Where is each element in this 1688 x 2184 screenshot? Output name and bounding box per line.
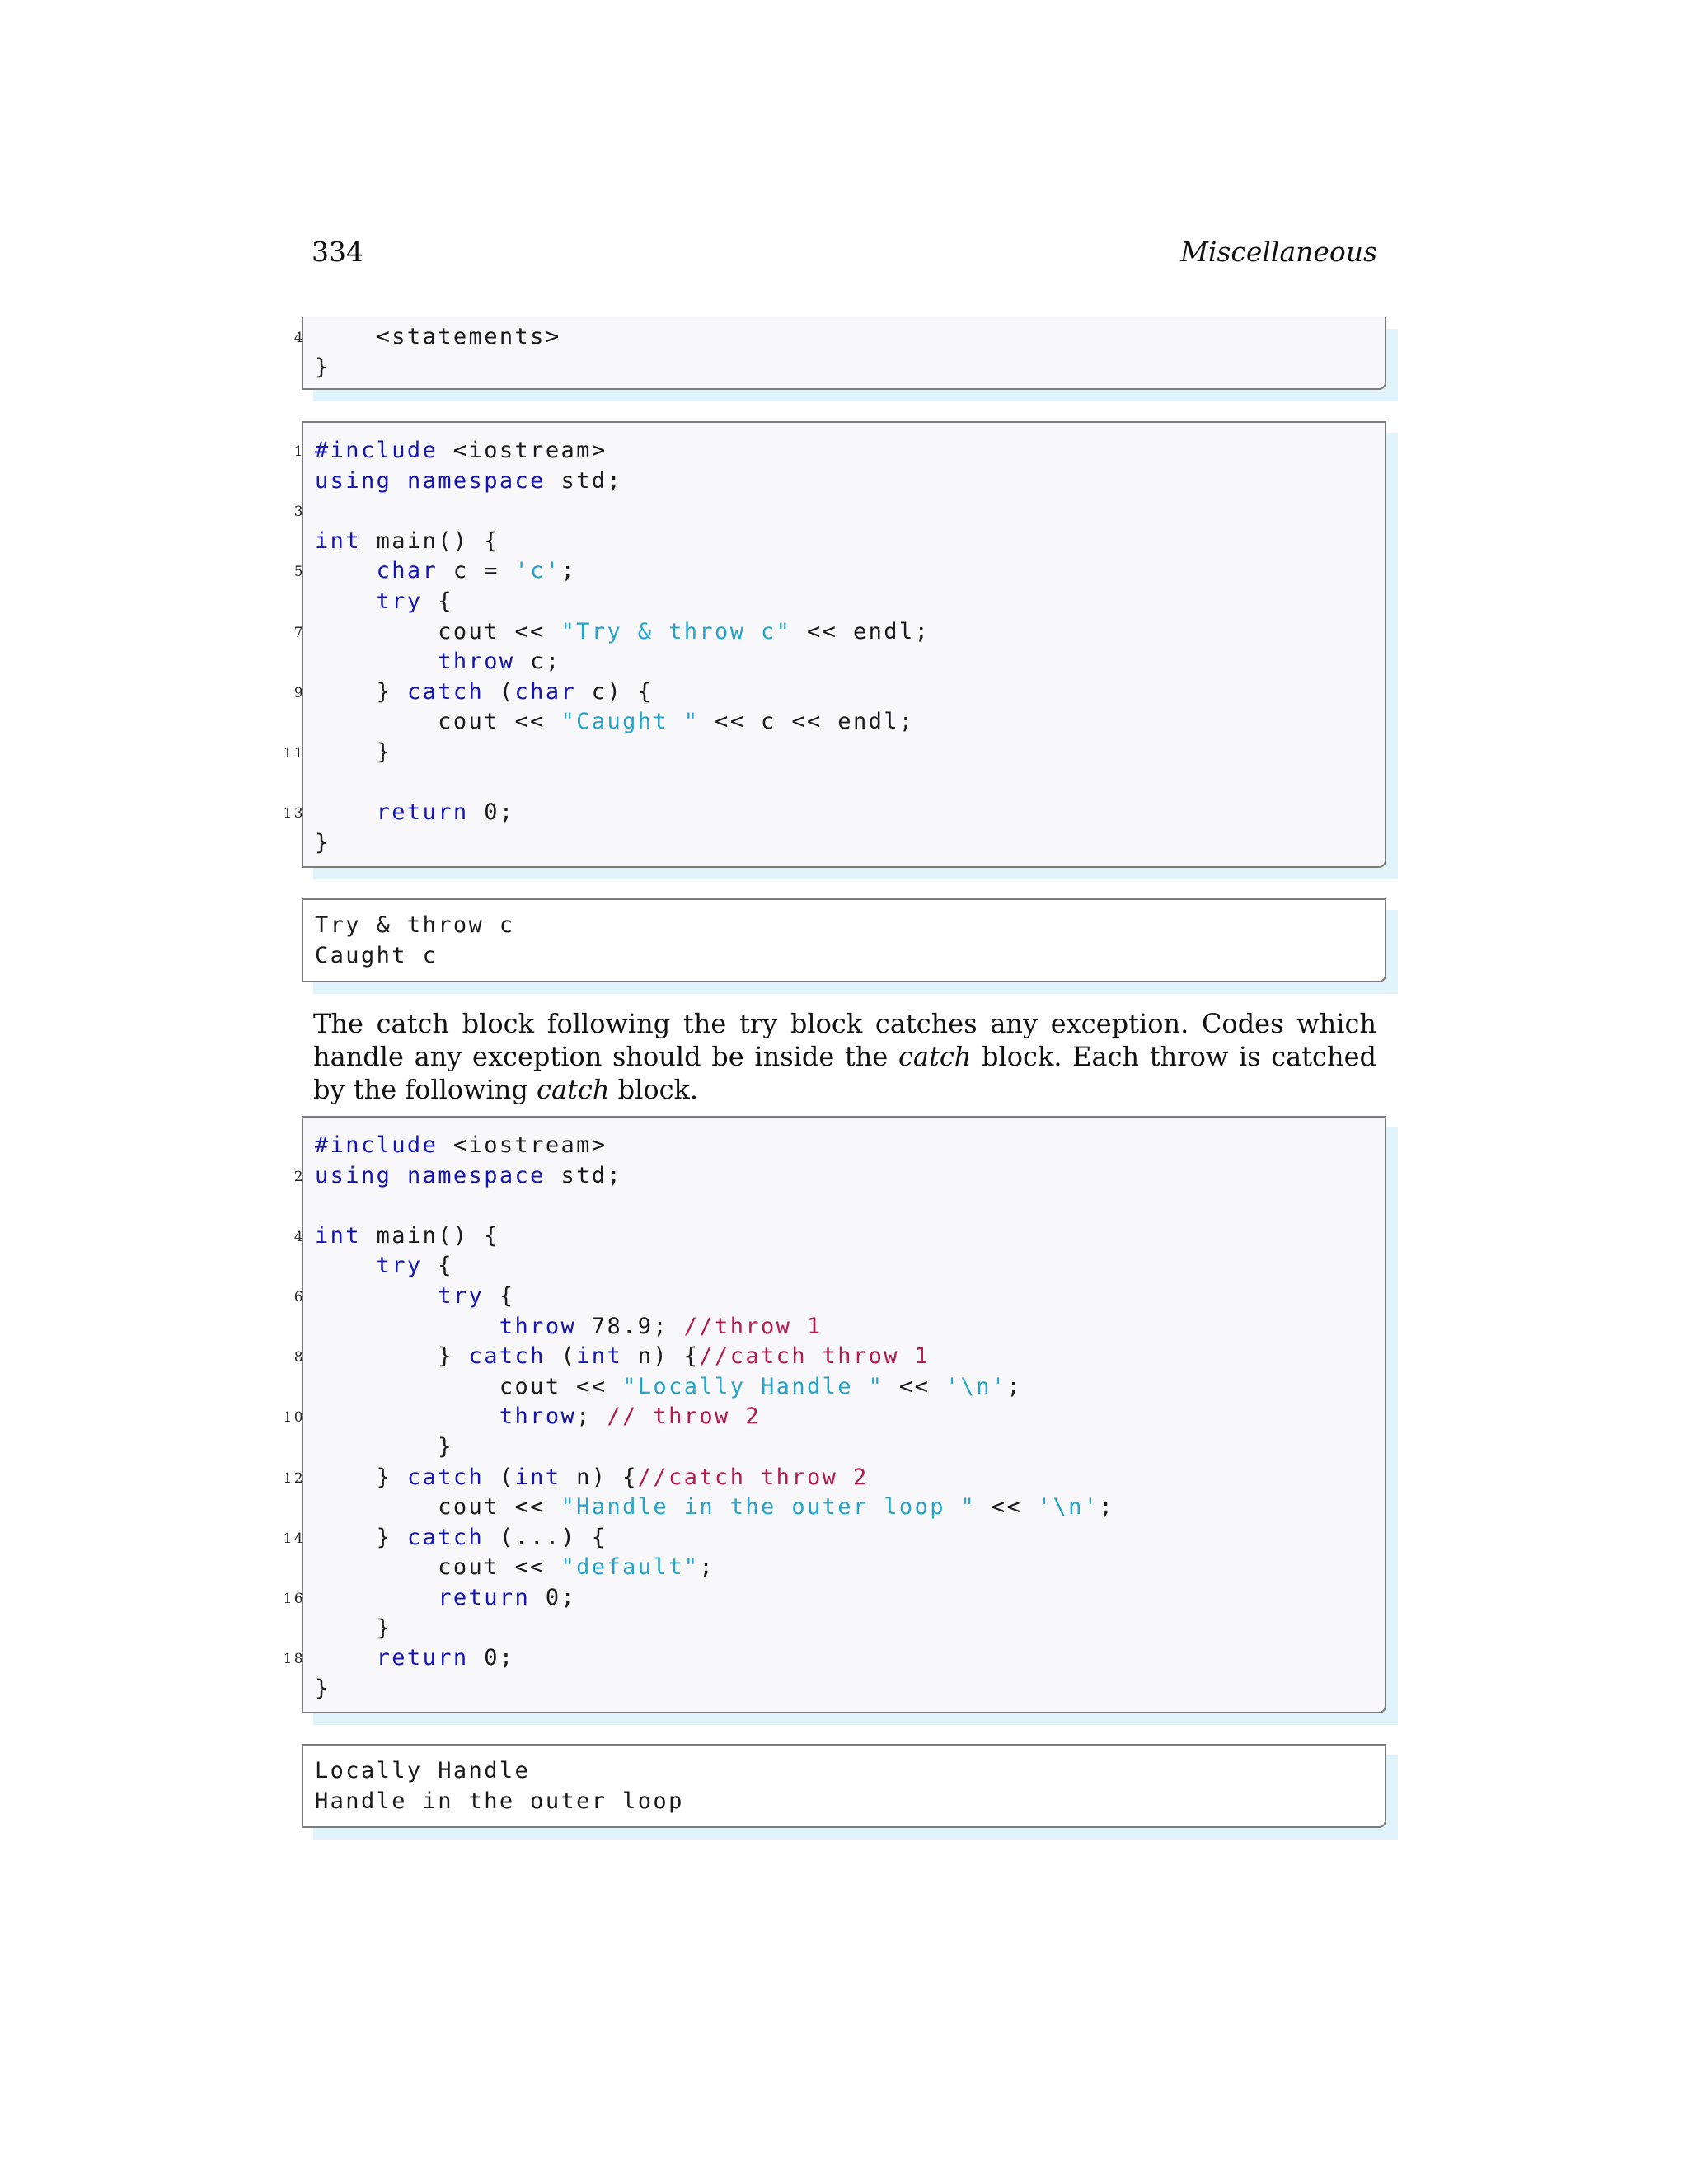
- line-number: 3: [293, 504, 305, 521]
- code-keyword: throw: [438, 649, 515, 675]
- code-line: [283, 1462, 869, 1493]
- line-number: 16: [283, 1591, 305, 1607]
- code-text: std;: [545, 467, 623, 494]
- line-number: 6: [293, 1289, 305, 1305]
- code-line: [293, 555, 577, 586]
- code-line: [315, 646, 561, 677]
- code-keyword: #include: [315, 1132, 438, 1158]
- code-string: '\n': [1037, 1494, 1100, 1521]
- code-text: }: [315, 678, 407, 705]
- emphasis-text: catch: [537, 1074, 610, 1105]
- line-number: 8: [293, 1349, 305, 1366]
- code-text: (...) {: [484, 1524, 607, 1550]
- code-text: (: [484, 1464, 515, 1490]
- code-string: "Try & throw c": [560, 618, 792, 644]
- code-text: [315, 1585, 438, 1610]
- code-line: [315, 1552, 715, 1582]
- code-text: }: [315, 354, 331, 380]
- code-text: cout <<: [315, 618, 561, 644]
- code-string: '\n': [945, 1373, 1007, 1399]
- code-keyword: try: [376, 588, 423, 614]
- code-line: [315, 827, 331, 858]
- code-text: [392, 1163, 407, 1188]
- code-string: "Locally Handle ": [622, 1373, 884, 1399]
- code-text: cout <<: [315, 1373, 623, 1399]
- line-number: 2: [293, 1168, 305, 1185]
- code-comment: // throw 2: [607, 1404, 762, 1430]
- line-number: 11: [283, 745, 305, 762]
- line-number: 12: [283, 1469, 305, 1487]
- code-line: [283, 1522, 607, 1553]
- code-line: [293, 1281, 515, 1311]
- code-text: }: [315, 1675, 331, 1701]
- code-line: Handle in the outer loop: [315, 1788, 684, 1814]
- code-line: [315, 706, 915, 737]
- code-line: [293, 1160, 623, 1191]
- code-text: }: [315, 739, 392, 765]
- body-paragraph: [313, 1007, 1376, 1106]
- line-number: 14: [283, 1530, 305, 1547]
- code-line: [293, 1341, 931, 1371]
- code-text: }: [315, 829, 331, 855]
- code-comment: //catch throw 1: [699, 1343, 931, 1370]
- code-string: 'c': [514, 558, 561, 584]
- code-comment: //catch throw 2: [637, 1464, 869, 1490]
- code-line: [293, 677, 654, 707]
- code-text: c) {: [576, 678, 654, 705]
- code-string: "Handle in the outer loop ": [560, 1494, 977, 1521]
- code-text: <<: [976, 1494, 1038, 1521]
- code-text: <iostream>: [438, 438, 607, 463]
- code-line: [315, 1613, 392, 1643]
- code-text: [315, 1314, 499, 1339]
- code-keyword: return: [376, 799, 469, 826]
- code-keyword: try: [376, 1253, 423, 1279]
- emphasis-text: catch: [898, 1041, 972, 1072]
- code-keyword: char: [514, 678, 577, 705]
- code-text: [315, 1253, 377, 1278]
- code-text: }: [315, 1464, 407, 1490]
- code-text: c =: [438, 558, 515, 584]
- code-text: 0;: [468, 799, 515, 826]
- code-line: Locally Handle: [315, 1758, 531, 1783]
- code-keyword: catch: [406, 678, 485, 705]
- code-text: [315, 1283, 438, 1309]
- line-number: 18: [283, 1651, 305, 1668]
- code-text: <iostream>: [438, 1132, 607, 1158]
- code-text: 0;: [468, 1645, 515, 1671]
- page-number: 334: [312, 236, 363, 268]
- code-text: main() {: [360, 1222, 499, 1249]
- line-number: 9: [293, 684, 305, 701]
- code-text: [315, 558, 377, 583]
- line-number: 4: [293, 1228, 305, 1245]
- paragraph-text: block.: [609, 1074, 699, 1105]
- code-text: (: [484, 678, 515, 705]
- code-keyword: using: [315, 467, 392, 494]
- line-number: 5: [293, 564, 305, 581]
- code-text: 0;: [530, 1585, 577, 1610]
- code-listing-try-throw: [283, 421, 1386, 868]
- code-text: ;: [1006, 1373, 1023, 1399]
- code-frame: [293, 317, 1386, 390]
- code-keyword: #include: [315, 438, 438, 463]
- code-text: cout <<: [315, 1554, 561, 1581]
- code-text: << c << endl;: [699, 709, 915, 735]
- code-keyword: throw: [499, 1404, 577, 1430]
- code-keyword: catch: [406, 1524, 485, 1550]
- code-keyword: namespace: [406, 1162, 546, 1188]
- code-text: n) {: [560, 1464, 638, 1490]
- line-number: 10: [283, 1409, 305, 1427]
- code-text: }: [315, 1434, 453, 1460]
- code-line: [293, 616, 931, 647]
- code-text: cout <<: [315, 1494, 561, 1521]
- code-text: }: [315, 1615, 392, 1641]
- paragraph-text: The catch block following the try block catches any exception. Codes which handle any exception should be inside the: [313, 1008, 1376, 1072]
- code-string: "default": [560, 1554, 700, 1581]
- code-text: <<: [884, 1373, 945, 1399]
- line-number: 13: [283, 805, 305, 823]
- code-text: ;: [1099, 1494, 1115, 1521]
- code-line: [315, 1130, 607, 1160]
- code-listing-nested-try: [283, 1116, 1386, 1713]
- code-text: n) {: [622, 1343, 700, 1370]
- code-listing-continued: [293, 317, 1386, 390]
- code-keyword: namespace: [406, 467, 546, 494]
- code-text: c;: [514, 649, 561, 675]
- code-line: [315, 1371, 1022, 1402]
- code-line: [283, 797, 515, 827]
- code-keyword: return: [376, 1645, 469, 1671]
- code-line: Try & throw c: [315, 912, 515, 938]
- code-line: [283, 737, 392, 767]
- code-text: std;: [545, 1162, 623, 1188]
- code-text: 78.9;: [576, 1313, 684, 1339]
- line-number: 1: [293, 443, 305, 460]
- code-keyword: int: [315, 1222, 361, 1249]
- code-text: << endl;: [791, 618, 931, 644]
- code-text: cout <<: [315, 709, 561, 735]
- code-line: [293, 1221, 499, 1251]
- code-line: [293, 321, 561, 352]
- code-line: [315, 1492, 1114, 1522]
- output-listing-2: [302, 1744, 1386, 1828]
- code-line: [283, 1582, 577, 1613]
- code-line: [315, 586, 453, 616]
- code-text: {: [422, 1253, 453, 1279]
- code-line: [315, 1311, 823, 1342]
- code-text: }: [315, 1524, 407, 1550]
- code-keyword: catch: [468, 1343, 546, 1370]
- code-keyword: catch: [406, 1464, 485, 1490]
- code-keyword: using: [315, 1162, 392, 1188]
- code-text: ;: [560, 558, 577, 584]
- code-text: (: [545, 1343, 577, 1370]
- code-frame: [283, 421, 1386, 868]
- code-text: [315, 588, 377, 614]
- code-keyword: return: [438, 1585, 531, 1610]
- paragraph-text: block. Each throw is catched by the following: [313, 1041, 1377, 1105]
- line-number: 4: [293, 330, 305, 346]
- code-text: <statements>: [315, 324, 561, 349]
- code-text: [315, 799, 377, 825]
- code-keyword: int: [576, 1343, 623, 1370]
- output-listing-1: [302, 898, 1386, 982]
- code-text: {: [484, 1283, 515, 1309]
- code-line: Caught c: [315, 942, 438, 968]
- code-text: }: [315, 1343, 469, 1370]
- code-frame: [283, 1116, 1386, 1713]
- code-line: [315, 1250, 453, 1281]
- code-line: [315, 1673, 331, 1704]
- code-keyword: char: [376, 558, 438, 584]
- code-text: [392, 468, 407, 494]
- code-keyword: int: [514, 1464, 561, 1490]
- code-string: "Caught ": [560, 709, 700, 735]
- output-frame: [302, 898, 1386, 982]
- code-line: [315, 1432, 453, 1462]
- code-text: ;: [576, 1404, 607, 1430]
- code-text: main() {: [360, 527, 499, 554]
- line-number: 7: [293, 624, 305, 641]
- code-keyword: int: [315, 527, 361, 554]
- code-keyword: try: [438, 1283, 485, 1309]
- code-comment: //throw 1: [683, 1313, 823, 1339]
- code-text: [315, 1404, 499, 1429]
- output-frame: [302, 1744, 1386, 1828]
- code-keyword: throw: [499, 1313, 577, 1339]
- code-text: {: [422, 588, 453, 614]
- code-line: [315, 466, 622, 496]
- code-text: ;: [699, 1554, 715, 1581]
- code-line: [293, 435, 607, 466]
- running-title: Miscellaneous: [1180, 236, 1377, 268]
- code-line: [283, 1401, 762, 1432]
- code-text: [315, 649, 438, 674]
- code-text: [315, 1645, 377, 1671]
- code-line: [283, 1643, 515, 1673]
- code-line: [315, 352, 331, 382]
- code-line: [315, 526, 499, 556]
